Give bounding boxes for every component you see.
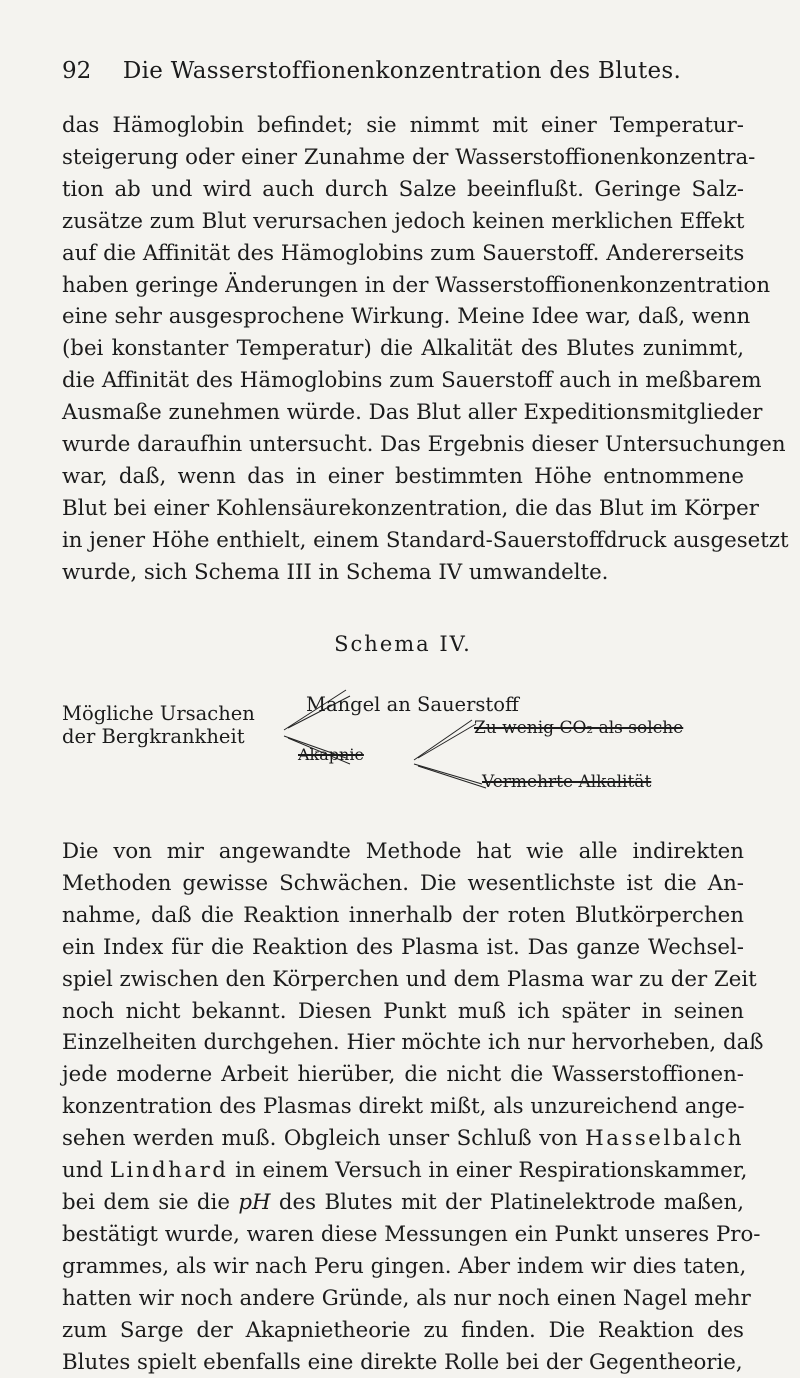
text-fragment: sehen werden muß. Obgleich unser Schluß von [62,1126,578,1151]
connector-line [414,764,482,784]
running-title: Die Wasserstoffionenkonzentration des Blutes. [62,58,742,84]
ph-symbol: pH [238,1190,270,1215]
text-line: (bei konstanter Temperatur) die Alkalität des Blutes zunimmt, [62,333,744,365]
connector-line [418,724,476,758]
text-line: die Affinität des Hämoglobins zum Sauerstoff auch in meßbarem [62,365,744,397]
schema-title: Schema IV. [62,632,744,656]
page-header [62,58,742,94]
text-line: Ausmaße zunehmen würde. Das Blut aller Expeditionsmitglieder [62,397,744,429]
page-number: 92 [62,58,91,84]
schema-branch-alkalitaet: Vermehrte Alkalität [482,772,651,792]
text-line [62,1155,744,1187]
text-line: Blut bei einer Kohlensäurekonzentration, die das Blut im Körper [62,493,744,525]
author-name: Lindhard [110,1158,229,1183]
text-line: noch nicht bekannt. Diesen Punkt muß ich später in seinen [62,996,744,1028]
text-line: jede moderne Arbeit hierüber, die nicht die Wasserstoffionen- [62,1059,744,1091]
paragraph-1 [62,110,744,589]
text-line: Einzelheiten durchgehen. Hier möchte ich nur hervorheben, daß [62,1027,744,1059]
text-fragment: bei dem sie die [62,1190,230,1215]
text-line: war, daß, wenn das in einer bestimmten Höhe entnommene [62,461,744,493]
text-line: Blutes spielt ebenfalls eine direkte Rolle bei der Gegentheorie, [62,1347,744,1378]
text-line: tion ab und wird auch durch Salze beeinflußt. Geringe Salz- [62,174,744,206]
text-line: wurde daraufhin untersucht. Das Ergebnis dieser Untersuchungen [62,429,744,461]
text-line [62,1123,744,1155]
text-line: das Hämoglobin befindet; sie nimmt mit einer Temperatur- [62,110,744,142]
schema-branch-co2: Zu wenig CO₂ als solche [474,718,683,738]
text-line [62,1187,744,1219]
connector-line [414,720,472,760]
connector-line [418,766,486,788]
text-line: nahme, daß die Reaktion innerhalb der roten Blutkörperchen [62,900,744,932]
text-line: bestätigt wurde, waren diese Messungen ein Punkt unseres Pro- [62,1219,744,1251]
schema-branch-akapnie: Akapnie [298,745,364,764]
text-line: in jener Höhe enthielt, einem Standard-Sauerstoffdruck ausgesetzt [62,525,744,557]
schema-diagram [62,632,744,792]
text-line: eine sehr ausgesprochene Wirkung. Meine Idee war, daß, wenn [62,301,744,333]
paragraph-2 [62,836,744,1378]
text-fragment: und [62,1158,103,1183]
text-line: haben geringe Änderungen in der Wasserstoffionenkonzentration [62,270,744,302]
text-line: konzentration des Plasmas direkt mißt, als unzureichend ange- [62,1091,744,1123]
schema-branch-mangel: Mangel an Sauerstoff [306,693,519,716]
text-line: auf die Affinität des Hämoglobins zum Sauerstoff. Andererseits [62,238,744,270]
text-line: ein Index für die Reaktion des Plasma ist. Das ganze Wechsel- [62,932,744,964]
author-name: Hasselbalch [585,1126,744,1151]
text-fragment: des Blutes mit der Platinelektrode maßen, [279,1190,744,1215]
text-line: hatten wir noch andere Gründe, als nur noch einen Nagel mehr [62,1283,744,1315]
text-line: Die von mir angewandte Methode hat wie alle indirekten [62,836,744,868]
text-line: spiel zwischen den Körperchen und dem Plasma war zu der Zeit [62,964,744,996]
text-line: steigerung oder einer Zunahme der Wasserstoffionenkonzentra- [62,142,744,174]
text-line: zusätze zum Blut verursachen jedoch keinen merklichen Effekt [62,206,744,238]
text-line: wurde, sich Schema III in Schema IV umwandelte. [62,557,744,589]
schema-root-line: der Bergkrankheit [62,725,255,748]
text-line: Methoden gewisse Schwächen. Die wesentlichste ist die An- [62,868,744,900]
text-fragment: in einem Versuch in einer Respirationskammer, [235,1158,747,1183]
schema-root-line: Mögliche Ursachen [62,702,255,725]
text-line: grammes, als wir nach Peru gingen. Aber indem wir dies taten, [62,1251,744,1283]
text-line: zum Sarge der Akapnietheorie zu finden. Die Reaktion des [62,1315,744,1347]
